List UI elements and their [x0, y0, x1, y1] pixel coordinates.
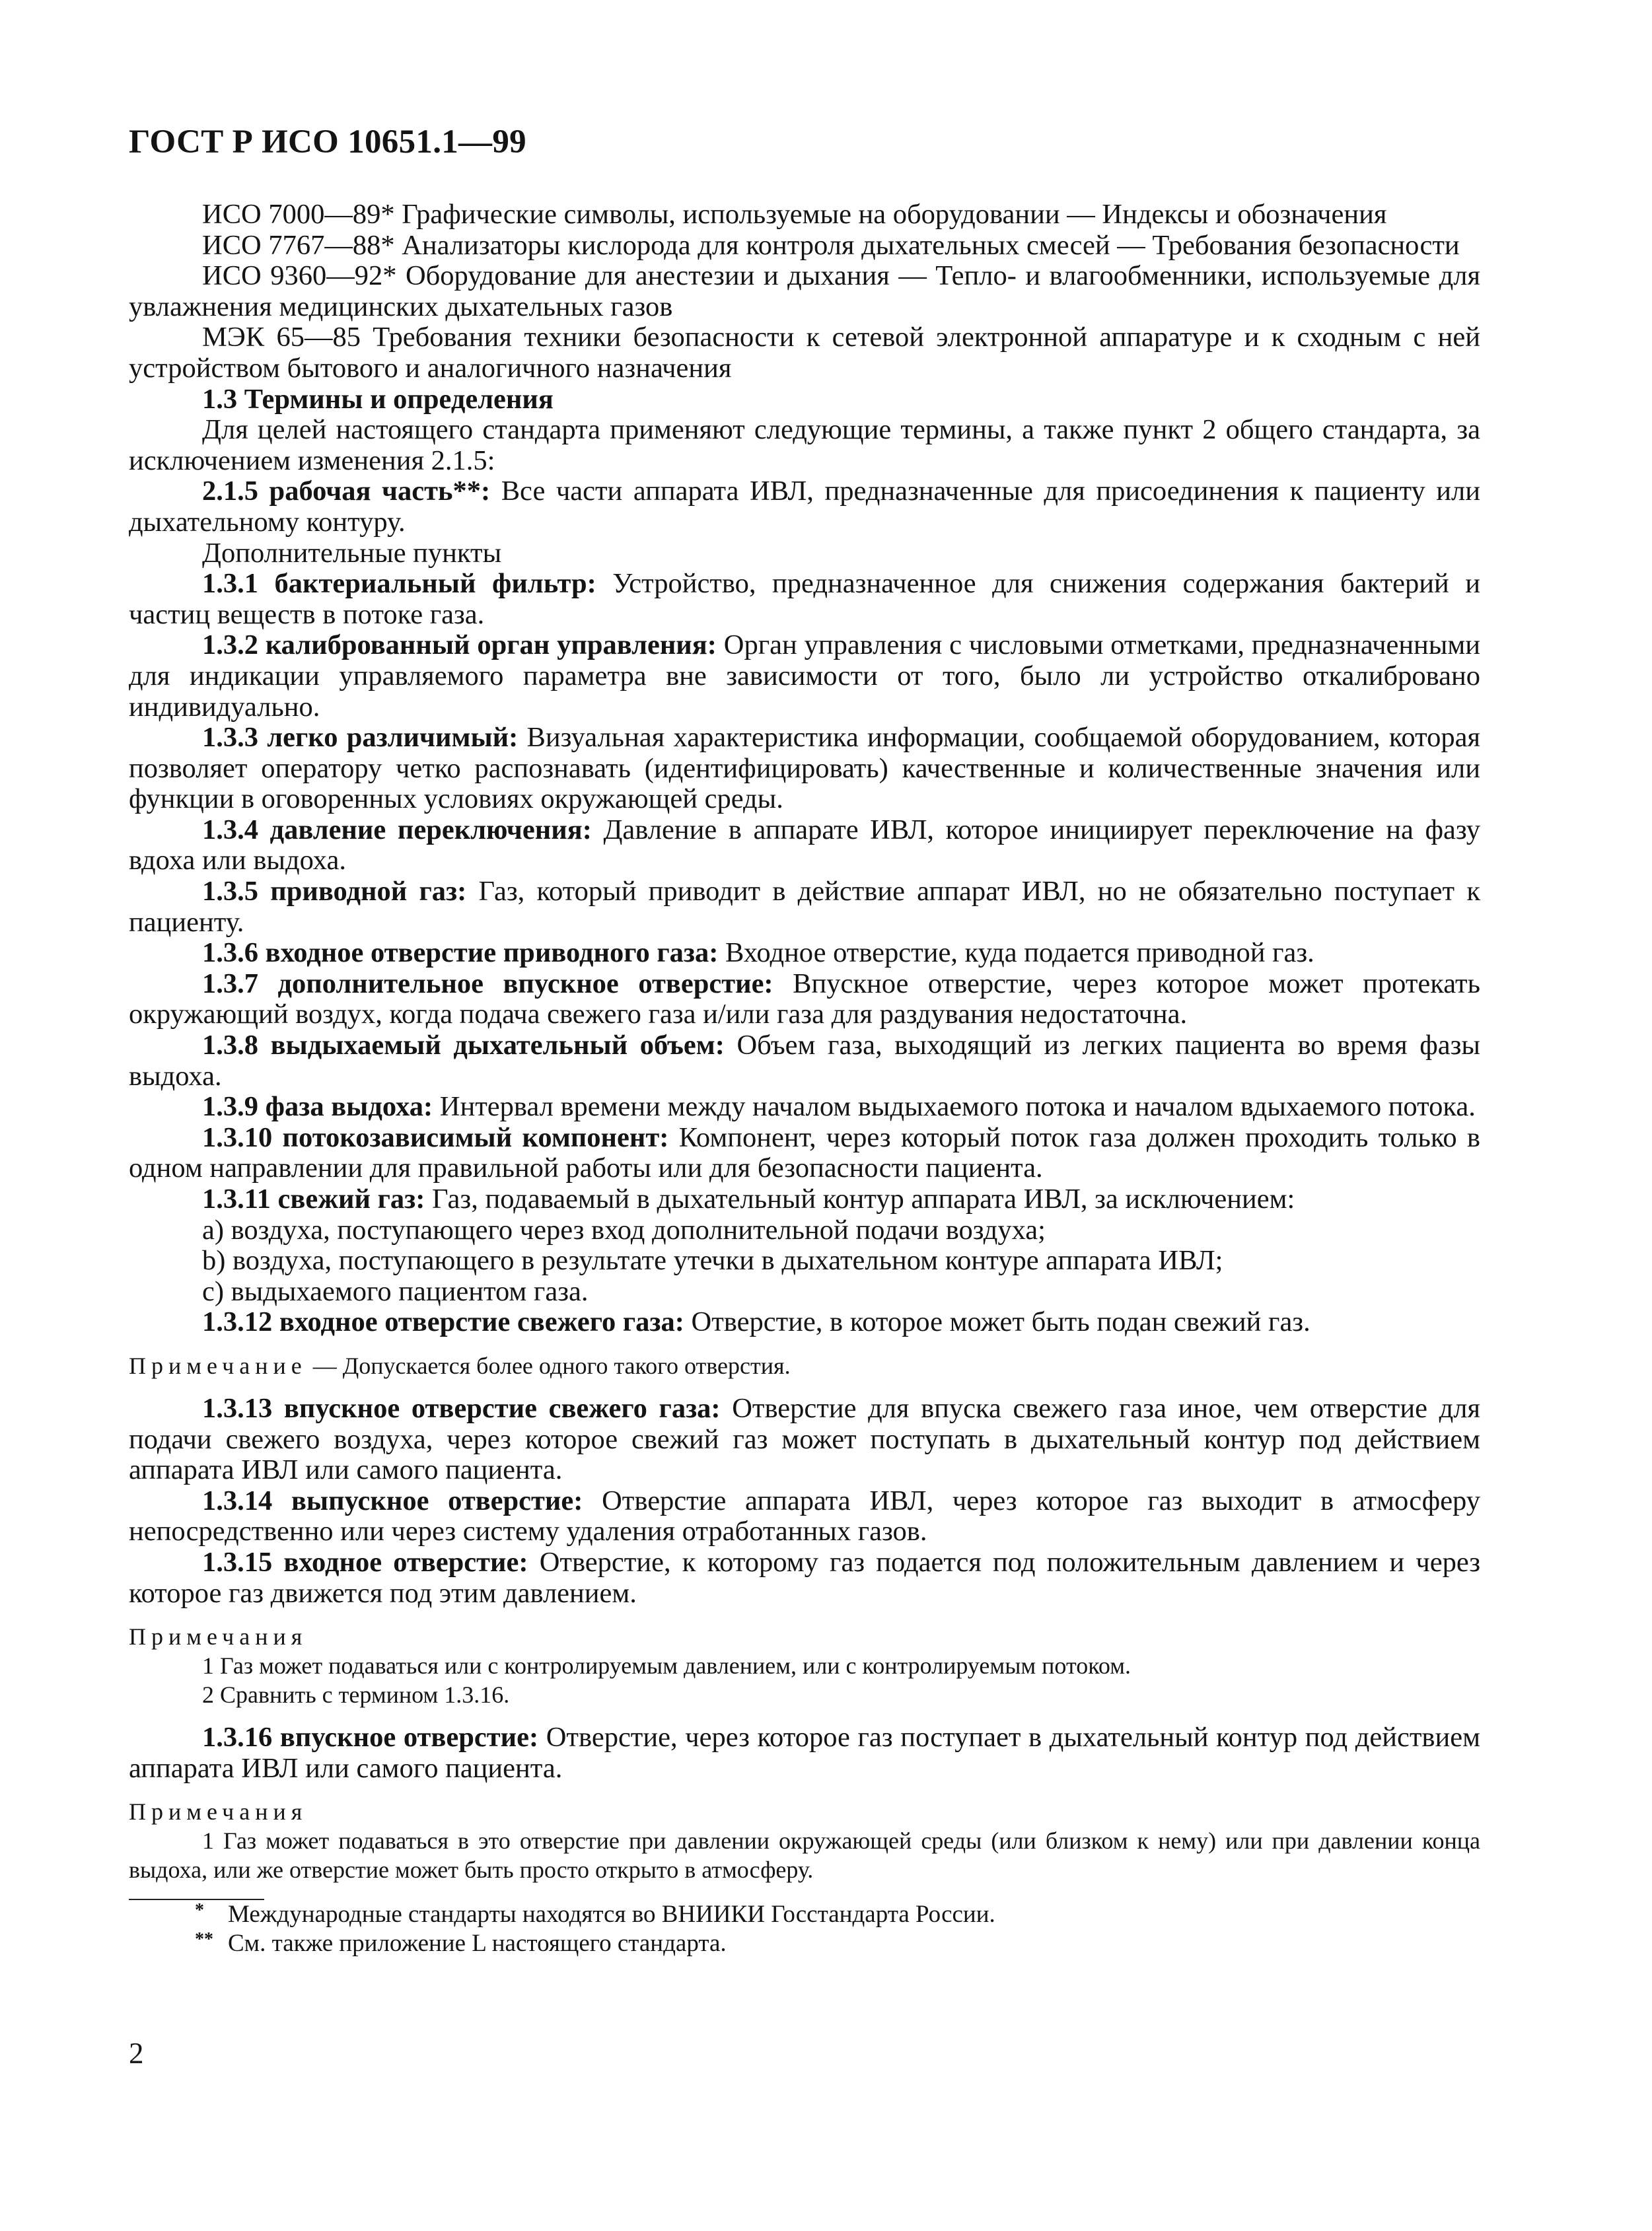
- term-label: 1.3.7 дополнительное впускное отверстие:: [202, 968, 773, 999]
- term-definition: Отверстие аппарата ИВЛ, через которое газ выходит в атмосферу непосредственно или через систему удаления отработанных газов.: [129, 1485, 1480, 1547]
- term-1-3-5: [129, 876, 1480, 938]
- page-body: [129, 199, 1480, 1958]
- term-label: 1.3.5 приводной газ:: [202, 876, 467, 907]
- term-1-3-2: [129, 630, 1480, 723]
- term-definition: Газ, который приводит в действие аппарат ИВЛ, но не обязательно поступает к пациенту.: [129, 876, 1480, 938]
- term-definition: Все части аппарата ИВЛ, предназначенные для присоединения к пациенту или дыхательному контуру.: [129, 476, 1480, 538]
- term-1-3-1: [129, 569, 1480, 630]
- term-1-3-11: [129, 1184, 1480, 1215]
- term-definition: Впускное отверстие, через которое может протекать окружающий воздух, когда подача свежего газа и/или газа для раздувания недостаточна.: [129, 968, 1481, 1030]
- term-definition: Объем газа, выходящий из легких пациента во время фазы выдоха.: [129, 1030, 1480, 1092]
- footnote-mark: **: [195, 1929, 213, 1950]
- term-definition: Орган управления с числовыми отметками, предназначенными для индикации управляемого параметра вне зависимости от того, было ли устройство откалибровано индивидуально.: [129, 629, 1480, 723]
- term-label: 2.1.5 рабочая часть**:: [202, 476, 491, 507]
- note-item: 2 Сравнить с термином 1.3.16.: [202, 1682, 510, 1709]
- notes-label: Примечания: [129, 1623, 308, 1650]
- term-definition: Отверстие, в которое может быть подан свежий газ.: [684, 1306, 1311, 1338]
- term-2-1-5: [129, 476, 1480, 538]
- note-label: Примечание: [129, 1352, 307, 1379]
- footnote: [129, 1929, 1480, 1958]
- term-1-3-7: [129, 969, 1480, 1030]
- reference-iso-7000: ИСО 7000—89* Графические символы, используемые на оборудовании — Индексы и обозначения: [202, 199, 1387, 230]
- additional-items-heading: Дополнительные пункты: [202, 537, 502, 569]
- term-label: 1.3.9 фаза выдоха:: [202, 1091, 433, 1123]
- term-label: 1.3.3 легко различимый:: [202, 722, 519, 754]
- term-1-3-6: [129, 938, 1480, 969]
- note-1-3-12: [129, 1351, 1480, 1380]
- term-definition: Устройство, предназначенное для снижения содержания бактерий и частиц веществ в потоке газа.: [129, 568, 1480, 630]
- reference-iso-7767: ИСО 7767—88* Анализаторы кислорода для контроля дыхательных смесей — Требования безопасности: [202, 229, 1460, 261]
- term-1-3-14: [129, 1486, 1480, 1547]
- notes-label: Примечания: [129, 1798, 308, 1825]
- term-label: 1.3.10 потокозависимый компонент:: [202, 1121, 669, 1153]
- reference-iec-65: МЭК 65—85 Требования техники безопасности к сетевой электронной аппаратуре и к сходным с ней устройством бытового и аналогичного назначения: [129, 322, 1480, 384]
- term-label: 1.3.6 входное отверстие приводного газа:: [202, 937, 719, 969]
- term-label: 1.3.2 калиброванный орган управления:: [202, 629, 717, 661]
- list-item: c) выдыхаемого пациентом газа.: [202, 1275, 589, 1307]
- term-1-3-3: [129, 723, 1480, 815]
- term-label: 1.3.4 давление переключения:: [202, 814, 592, 845]
- note-item: 1 Газ может подаваться в это отверстие при давлении окружающей среды (или близком к нему) или при давлении конца выдоха, или же отверстие может быть просто открыто в атмосферу.: [129, 1827, 1480, 1884]
- term-1-3-8: [129, 1030, 1480, 1092]
- term-1-3-10: [129, 1123, 1480, 1184]
- term-1-3-4: [129, 815, 1480, 876]
- note-item: 1 Газ может подаваться или с контролируемым давлением, или с контролируемым потоком.: [202, 1652, 1131, 1680]
- term-label: 1.3.16 впускное отверстие:: [202, 1722, 539, 1753]
- list-item: b) воздуха, поступающего в результате утечки в дыхательном контуре аппарата ИВЛ;: [202, 1245, 1223, 1277]
- term-label: 1.3.15 входное отверстие:: [202, 1546, 528, 1578]
- term-definition: Отверстие для впуска свежего газа иное, чем отверстие для подачи свежего воздуха, через которое свежий газ может поступать в дыхательный контур под действием аппарата ИВЛ или самого пациента.: [129, 1392, 1480, 1486]
- term-1-3-9: [129, 1092, 1480, 1123]
- term-definition: Компонент, через который поток газа должен проходить только в одном направлении для правильной работы или для безопасности пациента.: [129, 1121, 1480, 1184]
- term-1-3-16: [129, 1722, 1480, 1784]
- section-title: 1.3 Термины и определения: [202, 383, 554, 415]
- term-1-3-15: [129, 1547, 1480, 1609]
- term-label: 1.3.13 впускное отверстие свежего газа:: [202, 1392, 721, 1424]
- term-label: 1.3.8 выдыхаемый дыхательный объем:: [202, 1030, 725, 1061]
- document-header: ГОСТ Р ИСО 10651.1—99: [129, 124, 526, 160]
- section-intro: Для целей настоящего стандарта применяют следующие термины, а также пункт 2 общего стандарта, за исключением изменения 2.1.5:: [129, 414, 1480, 476]
- term-label: 1.3.1 бактериальный фильтр:: [202, 568, 596, 600]
- list-item: a) воздуха, поступающего через вход дополнительной подачи воздуха;: [202, 1214, 1046, 1246]
- footnote-mark: *: [195, 1900, 204, 1921]
- footnote-text: Международные стандарты находятся во ВНИИКИ Госстандарта России.: [228, 1901, 995, 1929]
- term-definition: Отверстие, к которому газ подается под положительным давлением и через которое газ движется под этим давлением.: [129, 1546, 1480, 1609]
- footnote-text: См. также приложение L настоящего стандарта.: [228, 1930, 727, 1958]
- term-definition: Давление в аппарате ИВЛ, которое инициирует переключение на фазу вдоха или выдоха.: [129, 814, 1481, 876]
- note-text: — Допускается более одного такого отверстия.: [306, 1352, 791, 1379]
- term-label: 1.3.11 свежий газ:: [202, 1184, 425, 1215]
- term-definition: Отверстие, через которое газ поступает в дыхательный контур под действием аппарата ИВЛ или самого пациента.: [129, 1722, 1480, 1784]
- term-definition: Газ, подаваемый в дыхательный контур аппарата ИВЛ, за исключением:: [425, 1184, 1295, 1215]
- term-1-3-12: [129, 1307, 1480, 1338]
- term-1-3-13: [129, 1394, 1480, 1486]
- term-definition: Интервал времени между началом выдыхаемого потока и началом вдыхаемого потока.: [433, 1091, 1476, 1123]
- term-definition: Входное отверстие, куда подается приводной газ.: [718, 937, 1314, 969]
- term-definition: Визуальная характеристика информации, сообщаемой оборудованием, которая позволяет оператору четко распознавать (идентифицировать) качественные и количественные значения или функции в оговоренных условиях окружающей среды.: [129, 722, 1480, 815]
- footnote: [129, 1900, 1480, 1929]
- reference-iso-9360: ИСО 9360—92* Оборудование для анестезии и дыхания — Тепло- и влагообменники, используемые для увлажнения медицинских дыхательных газов: [129, 260, 1480, 322]
- term-label: 1.3.14 выпускное отверстие:: [202, 1485, 583, 1516]
- page-number: 2: [129, 2037, 144, 2070]
- term-label: 1.3.12 входное отверстие свежего газа:: [202, 1306, 684, 1338]
